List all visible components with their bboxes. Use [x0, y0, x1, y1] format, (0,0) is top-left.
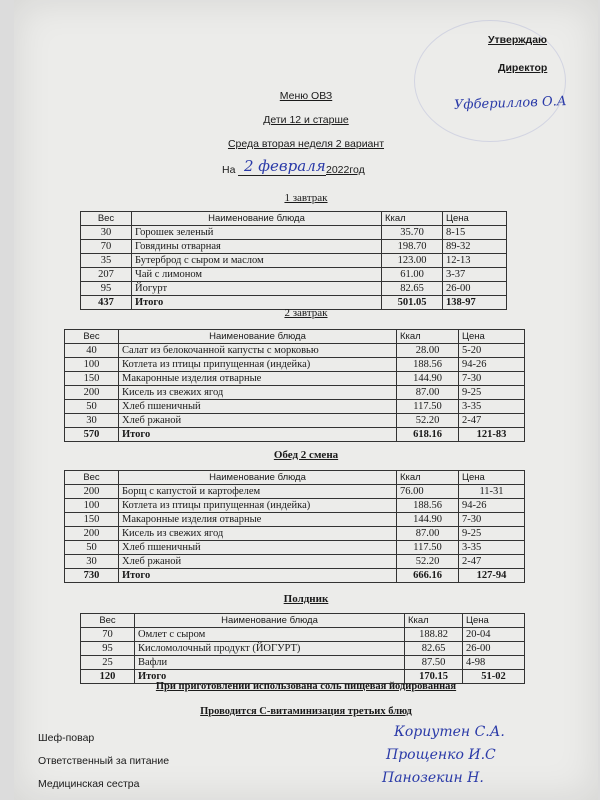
dish-cell: Котлета из птицы припущенная (индейка) — [119, 358, 397, 372]
price-cell: 7-30 — [459, 513, 525, 527]
kcal-cell: 28.00 — [397, 344, 459, 358]
dish-cell: Хлеб пшеничный — [119, 541, 397, 555]
dish-cell: Йогурт — [132, 282, 382, 296]
table-row — [81, 240, 507, 254]
weight-cell: 50 — [65, 541, 119, 555]
name-header: Наименование блюда — [132, 212, 382, 226]
table-row — [65, 527, 525, 541]
name-header: Наименование блюда — [135, 614, 405, 628]
kcal-cell: 117.50 — [397, 400, 459, 414]
price-cell: 94-26 — [459, 499, 525, 513]
director-label: Директор — [498, 62, 548, 74]
kcal-cell: 188.56 — [397, 358, 459, 372]
snack-table — [80, 613, 525, 684]
breakfast2-title: 2 завтрак — [284, 307, 328, 319]
kcal-header: Ккал — [405, 614, 463, 628]
kcal-cell: 188.56 — [397, 499, 459, 513]
total-price: 138-97 — [443, 296, 507, 310]
weight-header: Вес — [81, 614, 135, 628]
nutrition-label: Ответственный за питание — [38, 755, 170, 767]
weight-cell: 25 — [81, 656, 135, 670]
total-weight: 730 — [65, 569, 119, 583]
weight-cell: 40 — [65, 344, 119, 358]
weight-cell: 150 — [65, 513, 119, 527]
dish-cell: Кисель из свежих ягод — [119, 527, 397, 541]
table-row — [65, 372, 525, 386]
total-weight: 120 — [81, 670, 135, 684]
weight-cell: 35 — [81, 254, 132, 268]
price-cell: 3-35 — [459, 400, 525, 414]
age-group: Дети 12 и старше — [263, 114, 349, 126]
kcal-cell: 87.00 — [397, 386, 459, 400]
weight-header: Вес — [65, 330, 119, 344]
dish-cell: Кисель из свежих ягод — [119, 386, 397, 400]
kcal-cell: 35.70 — [382, 226, 443, 240]
dish-cell: Салат из белокочанной капусты с морковью — [119, 344, 397, 358]
weight-cell: 30 — [65, 414, 119, 428]
dish-cell: Хлеб пшеничный — [119, 400, 397, 414]
kcal-cell: 52.20 — [397, 414, 459, 428]
salt-note: При приготовлении использована соль пищевая йодированная — [155, 681, 457, 692]
menu-page — [14, 0, 598, 800]
table-row — [81, 282, 507, 296]
price-header: Цена — [443, 212, 507, 226]
kcal-cell: 188.82 — [405, 628, 463, 642]
total-kcal: 170.15 — [405, 670, 463, 684]
weight-header: Вес — [81, 212, 132, 226]
table-row — [65, 555, 525, 569]
director-signature: Уфбериллов О.А — [453, 94, 567, 113]
table-row — [65, 513, 525, 527]
weight-cell: 200 — [65, 386, 119, 400]
weight-cell: 100 — [65, 499, 119, 513]
dish-cell: Бутерброд с сыром и маслом — [132, 254, 382, 268]
total-label: Итого — [132, 296, 382, 310]
price-cell: 5-20 — [459, 344, 525, 358]
price-cell: 26-00 — [443, 282, 507, 296]
table-row — [65, 344, 525, 358]
kcal-cell: 76.00 — [397, 485, 459, 499]
breakfast1-table — [80, 211, 507, 310]
price-cell: 12-13 — [443, 254, 507, 268]
kcal-cell: 198.70 — [382, 240, 443, 254]
total-price: 127-94 — [459, 569, 525, 583]
price-header: Цена — [459, 471, 525, 485]
weight-cell: 150 — [65, 372, 119, 386]
total-weight: 570 — [65, 428, 119, 442]
total-kcal: 666.16 — [397, 569, 459, 583]
price-cell: 9-25 — [459, 527, 525, 541]
price-cell: 11-31 — [459, 485, 525, 499]
total-label: Итого — [119, 428, 397, 442]
price-cell: 3-37 — [443, 268, 507, 282]
breakfast2-table — [64, 329, 525, 442]
menu-title: Меню ОВЗ — [279, 90, 333, 102]
total-label: Итого — [119, 569, 397, 583]
total-label: Итого — [135, 670, 405, 684]
price-cell: 8-15 — [443, 226, 507, 240]
weight-cell: 200 — [65, 527, 119, 541]
kcal-header: Ккал — [397, 330, 459, 344]
nutrition-signature: Прощенко И.С — [386, 747, 496, 763]
price-cell: 20-04 — [463, 628, 525, 642]
vitamin-note: Проводится С-витаминизация третьих блюд — [200, 706, 412, 717]
chef-label: Шеф-повар — [38, 732, 95, 744]
table-header — [81, 212, 507, 226]
table-row — [65, 541, 525, 555]
table-header — [81, 614, 525, 628]
weight-cell: 30 — [81, 226, 132, 240]
dish-cell: Омлет с сыром — [135, 628, 405, 642]
kcal-cell: 144.90 — [397, 372, 459, 386]
weight-cell: 70 — [81, 240, 132, 254]
nurse-label: Медицинская сестра — [38, 778, 140, 790]
day-variant: Среда вторая неделя 2 вариант — [227, 138, 385, 150]
dish-cell: Хлеб ржаной — [119, 414, 397, 428]
dish-cell: Горошек зеленый — [132, 226, 382, 240]
kcal-cell: 144.90 — [397, 513, 459, 527]
price-cell: 7-30 — [459, 372, 525, 386]
total-weight: 437 — [81, 296, 132, 310]
total-row — [65, 428, 525, 442]
total-kcal: 618.16 — [397, 428, 459, 442]
lunch-table — [64, 470, 525, 583]
nurse-signature: Панозекин Н. — [382, 770, 484, 786]
weight-cell: 95 — [81, 642, 135, 656]
price-cell: 26-00 — [463, 642, 525, 656]
table-row — [81, 268, 507, 282]
table-row — [65, 485, 525, 499]
table-header — [65, 330, 525, 344]
table-row — [65, 358, 525, 372]
table-row — [81, 642, 525, 656]
snack-title: Полдник — [283, 593, 329, 605]
dish-cell: Хлеб ржаной — [119, 555, 397, 569]
name-header: Наименование блюда — [119, 471, 397, 485]
price-cell: 94-26 — [459, 358, 525, 372]
kcal-cell: 87.50 — [405, 656, 463, 670]
date-underline — [238, 175, 326, 176]
kcal-cell: 61.00 — [382, 268, 443, 282]
weight-header: Вес — [65, 471, 119, 485]
dish-cell: Чай с лимоном — [132, 268, 382, 282]
kcal-cell: 52.20 — [397, 555, 459, 569]
dish-cell: Борщ с капустой и картофелем — [119, 485, 397, 499]
table-row — [65, 400, 525, 414]
table-row — [81, 628, 525, 642]
date-handwritten: 2 февраля — [244, 157, 326, 175]
kcal-cell: 87.00 — [397, 527, 459, 541]
dish-cell: Говядины отварная — [132, 240, 382, 254]
chef-signature: Кориутен С.А. — [394, 724, 505, 740]
kcal-cell: 123.00 — [382, 254, 443, 268]
name-header: Наименование блюда — [119, 330, 397, 344]
total-price: 51-02 — [463, 670, 525, 684]
price-cell: 2-47 — [459, 414, 525, 428]
kcal-cell: 82.65 — [405, 642, 463, 656]
weight-cell: 50 — [65, 400, 119, 414]
dish-cell: Вафли — [135, 656, 405, 670]
breakfast1-title: 1 завтрак — [284, 192, 328, 204]
total-price: 121-83 — [459, 428, 525, 442]
price-cell: 2-47 — [459, 555, 525, 569]
table-row — [81, 254, 507, 268]
dish-cell: Макаронные изделия отварные — [119, 372, 397, 386]
weight-cell: 100 — [65, 358, 119, 372]
dish-cell: Кисломолочный продукт (ЙОГУРТ) — [135, 642, 405, 656]
kcal-header: Ккал — [397, 471, 459, 485]
dish-cell: Макаронные изделия отварные — [119, 513, 397, 527]
date-suffix: 2022год — [326, 164, 365, 176]
price-header: Цена — [463, 614, 525, 628]
table-row — [65, 499, 525, 513]
table-row — [81, 656, 525, 670]
table-row — [81, 226, 507, 240]
table-row — [65, 414, 525, 428]
dish-cell: Котлета из птицы припущенная (индейка) — [119, 499, 397, 513]
table-header — [65, 471, 525, 485]
price-cell: 4-98 — [463, 656, 525, 670]
price-header: Цена — [459, 330, 525, 344]
kcal-cell: 117.50 — [397, 541, 459, 555]
table-row — [65, 386, 525, 400]
weight-cell: 200 — [65, 485, 119, 499]
weight-cell: 30 — [65, 555, 119, 569]
lunch-title: Обед 2 смена — [273, 449, 339, 461]
price-cell: 89-32 — [443, 240, 507, 254]
date-prefix: На — [222, 164, 236, 176]
price-cell: 3-35 — [459, 541, 525, 555]
total-row — [65, 569, 525, 583]
weight-cell: 70 — [81, 628, 135, 642]
total-kcal: 501.05 — [382, 296, 443, 310]
kcal-cell: 82.65 — [382, 282, 443, 296]
weight-cell: 95 — [81, 282, 132, 296]
weight-cell: 207 — [81, 268, 132, 282]
price-cell: 9-25 — [459, 386, 525, 400]
approve-label: Утверждаю — [488, 34, 548, 46]
kcal-header: Ккал — [382, 212, 443, 226]
